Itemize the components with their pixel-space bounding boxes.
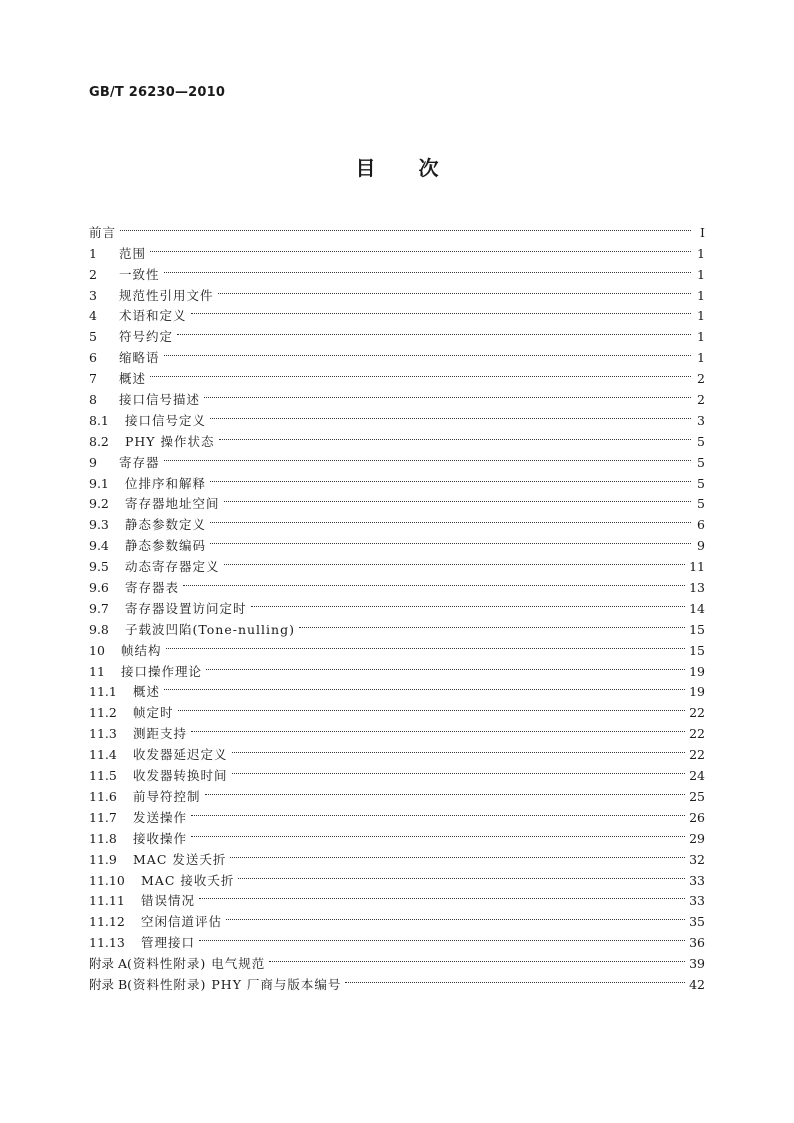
toc-entry-page: 5 — [697, 496, 705, 512]
dot-leader — [224, 550, 686, 571]
dot-leader — [191, 717, 685, 738]
dot-leader — [210, 529, 691, 550]
toc-entry-title: 帧结构 — [121, 642, 162, 658]
toc-entry[interactable] — [89, 634, 705, 658]
toc-entry-number: 9.4 — [89, 538, 109, 554]
toc-entry-page: 22 — [689, 747, 705, 763]
toc-entry-page: 19 — [689, 663, 705, 679]
toc-entry-title: 一致性 — [119, 266, 160, 282]
dot-leader — [224, 488, 691, 509]
toc-entry-number: 2 — [89, 266, 97, 282]
toc-entry-page: 29 — [689, 830, 705, 846]
toc-entry-number: 9.3 — [89, 517, 109, 533]
dot-leader — [150, 362, 691, 383]
table-of-contents — [89, 216, 705, 992]
toc-entry-number: 10 — [89, 642, 105, 658]
toc-entry-number: 9.8 — [89, 621, 109, 637]
toc-entry-number: 11.12 — [89, 914, 125, 930]
toc-entry-page: 11 — [689, 559, 705, 575]
dot-leader — [269, 947, 685, 968]
toc-entry[interactable] — [89, 467, 705, 491]
toc-entry-number: 8 — [89, 392, 97, 408]
page-title: 目 次 — [355, 156, 439, 180]
toc-entry-number: 11.2 — [89, 705, 117, 721]
dot-leader — [150, 237, 691, 258]
dot-leader — [164, 258, 691, 279]
toc-entry-title: 收发器转换时间 — [133, 768, 228, 784]
dot-leader — [199, 885, 685, 906]
toc-entry-title: 接收操作 — [133, 830, 188, 846]
toc-entry-title: 术语和定义 — [119, 308, 187, 324]
dot-leader — [120, 216, 691, 237]
toc-entry-page: 42 — [689, 976, 705, 992]
dot-leader — [210, 508, 691, 529]
toc-entry-title: 寄存器设置访问定时 — [125, 600, 247, 616]
toc-entry-number: 11.3 — [89, 726, 117, 742]
toc-entry-title: 收发器延迟定义 — [133, 747, 228, 763]
toc-entry-number: 3 — [89, 287, 97, 303]
toc-entry-number: 1 — [89, 245, 97, 261]
toc-entry-number: 11.4 — [89, 747, 117, 763]
toc-entry-number: 7 — [89, 371, 97, 387]
dot-leader — [345, 968, 685, 989]
toc-entry-number: 11.7 — [89, 809, 117, 825]
toc-entry[interactable] — [89, 655, 705, 679]
toc-entry-page: 24 — [689, 768, 705, 784]
toc-entry[interactable] — [89, 362, 705, 387]
toc-entry-number: 9.7 — [89, 600, 109, 616]
toc-entry-page: 9 — [697, 538, 705, 554]
toc-entry-number: 附录 B — [89, 976, 128, 992]
toc-entry-title: 错误情况 — [141, 893, 196, 909]
toc-entry-title: 范围 — [119, 245, 147, 261]
toc-entry-page: 5 — [697, 433, 705, 449]
toc-entry-title: 概述 — [119, 371, 147, 387]
toc-entry-page: 22 — [689, 726, 705, 742]
toc-entry-page: 33 — [689, 872, 705, 888]
toc-entry-number: 11.10 — [89, 872, 125, 888]
toc-entry-number: 8.1 — [89, 412, 109, 428]
toc-entry-page: 5 — [697, 475, 705, 491]
toc-entry-page: 1 — [697, 350, 705, 366]
dot-leader — [191, 822, 685, 843]
toc-entry[interactable] — [89, 237, 705, 261]
dot-leader — [164, 341, 691, 362]
toc-entry-page: 1 — [697, 245, 705, 261]
dot-leader — [164, 676, 685, 697]
dot-leader — [205, 780, 686, 801]
toc-entry-number: 9.6 — [89, 580, 109, 596]
toc-entry-title: 概述 — [133, 684, 161, 700]
dot-leader — [177, 320, 691, 341]
toc-entry-title: PHY 操作状态 — [125, 433, 215, 449]
toc-entry-number: 11.6 — [89, 788, 117, 804]
toc-entry-title: 帧定时 — [133, 705, 174, 721]
toc-entry-page: 6 — [697, 517, 705, 533]
toc-entry-page: 15 — [689, 621, 705, 637]
toc-entry[interactable] — [89, 216, 705, 240]
toc-entry-page: 35 — [689, 914, 705, 930]
toc-entry-title: 接口信号描述 — [119, 392, 201, 408]
toc-entry-title: 寄存器地址空间 — [125, 496, 220, 512]
dot-leader — [210, 467, 691, 488]
toc-entry-page: Ⅰ — [700, 224, 705, 240]
toc-entry[interactable] — [89, 446, 705, 470]
toc-entry-number: 5 — [89, 329, 97, 345]
dot-leader — [191, 300, 691, 321]
toc-entry-number: 11.1 — [89, 684, 117, 700]
toc-entry-number: 11.8 — [89, 830, 117, 846]
toc-entry-page: 1 — [697, 308, 705, 324]
dot-leader — [204, 383, 691, 404]
toc-entry-page: 1 — [697, 266, 705, 282]
toc-entry-title: (资料性附录) PHY 厂商与版本编号 — [127, 976, 342, 992]
dot-leader — [218, 279, 691, 300]
toc-entry[interactable] — [89, 383, 705, 408]
dot-leader — [219, 425, 691, 446]
toc-entry[interactable] — [89, 279, 705, 303]
toc-entry-title: 空闲信道评估 — [141, 914, 223, 930]
dot-leader — [232, 738, 686, 759]
toc-entry-title: 测距支持 — [133, 726, 188, 742]
toc-entry-page: 33 — [689, 893, 705, 909]
dot-leader — [230, 843, 685, 864]
toc-entry-page: 3 — [697, 412, 705, 428]
dot-leader — [166, 634, 686, 655]
toc-entry[interactable] — [89, 592, 705, 616]
toc-entry-title: (资料性附录) 电气规范 — [127, 956, 266, 972]
toc-entry-title: 缩略语 — [119, 350, 160, 366]
toc-entry-number: 附录 A — [89, 956, 128, 972]
toc-entry-number: 9.2 — [89, 496, 109, 512]
toc-entry-page: 2 — [697, 371, 705, 387]
toc-entry-page: 2 — [697, 392, 705, 408]
dot-leader — [164, 446, 691, 467]
toc-entry-page: 13 — [689, 580, 705, 596]
toc-entry-number: 8.2 — [89, 433, 109, 449]
toc-entry-page: 22 — [689, 705, 705, 721]
toc-entry-title: 符号约定 — [119, 329, 174, 345]
dot-leader — [199, 926, 685, 947]
toc-entry-number: 11.9 — [89, 851, 117, 867]
toc-entry-page: 19 — [689, 684, 705, 700]
toc-entry-title: MAC 发送夭折 — [133, 851, 227, 867]
dot-leader — [178, 696, 686, 717]
toc-entry-title: 寄存器表 — [125, 580, 180, 596]
dot-leader — [299, 613, 685, 634]
toc-entry-page: 25 — [689, 788, 705, 804]
dot-leader — [232, 759, 686, 780]
toc-entry[interactable] — [89, 717, 705, 742]
toc-entry-title: 静态参数定义 — [125, 517, 207, 533]
toc-entry-number: 11.5 — [89, 768, 117, 784]
toc-entry-page: 14 — [689, 600, 705, 616]
toc-entry[interactable] — [89, 258, 705, 282]
dot-leader — [251, 592, 686, 613]
toc-entry[interactable] — [89, 320, 705, 345]
standard-code: GB/T 26230—2010 — [89, 85, 226, 100]
toc-entry[interactable] — [89, 696, 705, 721]
toc-entry-title: 前导符控制 — [133, 788, 201, 804]
toc-entry-title: 前言 — [89, 224, 117, 240]
toc-entry-page: 36 — [689, 935, 705, 951]
toc-entry-title: 寄存器 — [119, 454, 160, 470]
toc-entry-number: 6 — [89, 350, 97, 366]
toc-entry[interactable] — [89, 676, 705, 700]
toc-entry-title: 位排序和解释 — [125, 475, 207, 491]
toc-entry-title: 子载波凹陷(Tone-nulling) — [125, 621, 295, 637]
dot-leader — [206, 655, 685, 676]
toc-entry-page: 32 — [689, 851, 705, 867]
toc-entry-page: 1 — [697, 329, 705, 345]
toc-entry-number: 11 — [89, 663, 105, 679]
toc-entry-page: 39 — [689, 956, 705, 972]
toc-entry-title: 管理接口 — [141, 935, 196, 951]
toc-entry-title: 动态寄存器定义 — [125, 559, 220, 575]
dot-leader — [183, 571, 685, 592]
toc-entry-title: MAC 接收夭折 — [141, 872, 235, 888]
toc-entry-title: 发送操作 — [133, 809, 188, 825]
dot-leader — [191, 801, 685, 822]
toc-entry-number: 9.5 — [89, 559, 109, 575]
dot-leader — [226, 905, 685, 926]
toc-entry-title: 规范性引用文件 — [119, 287, 214, 303]
toc-entry-title: 接口操作理论 — [121, 663, 203, 679]
toc-entry-number: 11.11 — [89, 893, 125, 909]
toc-entry-title: 静态参数编码 — [125, 538, 207, 554]
toc-entry-number: 9 — [89, 454, 97, 470]
toc-entry-number: 9.1 — [89, 475, 109, 491]
toc-entry-page: 1 — [697, 287, 705, 303]
toc-entry-number: 4 — [89, 308, 97, 324]
toc-entry-page: 5 — [697, 454, 705, 470]
dot-leader — [238, 864, 685, 885]
toc-entry-page: 26 — [689, 809, 705, 825]
dot-leader — [210, 404, 691, 425]
toc-entry-title: 接口信号定义 — [125, 412, 207, 428]
toc-entry-number: 11.13 — [89, 935, 125, 951]
toc-entry[interactable] — [89, 341, 705, 366]
toc-entry-page: 15 — [689, 642, 705, 658]
